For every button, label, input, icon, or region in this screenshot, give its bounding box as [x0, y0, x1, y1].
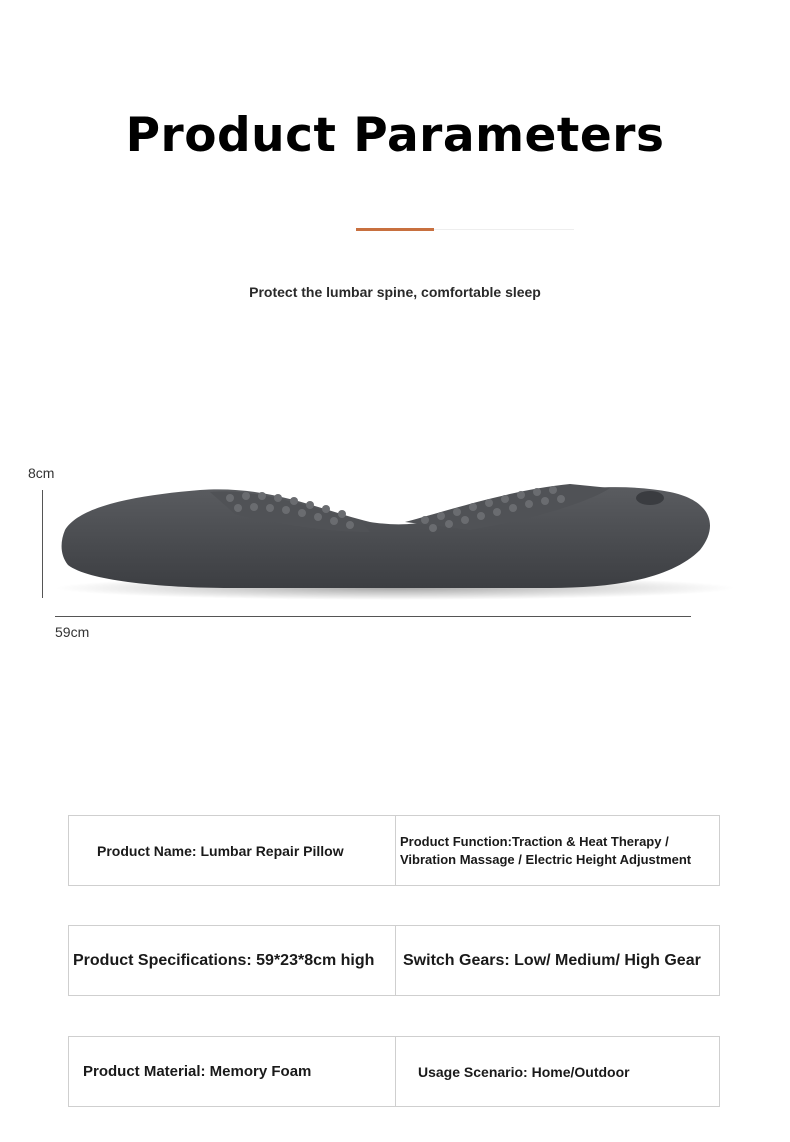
page-subtitle: Protect the lumbar spine, comfortable sleep	[249, 284, 541, 300]
page-title: Product Parameters	[125, 108, 665, 163]
product-function-line-2: Vibration Massage / Electric Height Adjustment	[400, 851, 692, 867]
product-function-line-1: Product Function:Traction & Heat Therapy /	[400, 833, 669, 849]
width-dimension-line	[55, 616, 691, 617]
width-dimension-label: 59cm	[55, 624, 90, 640]
parameter-row-1	[68, 815, 720, 886]
product-material-cell: Product Material: Memory Foam	[69, 1037, 396, 1106]
usage-scenario-cell: Usage Scenario: Home/Outdoor	[418, 1063, 630, 1080]
height-dimension-line	[42, 490, 43, 598]
title-accent-line	[356, 228, 434, 231]
lumbar-pillow-image	[50, 470, 740, 610]
parameter-row-3	[68, 1036, 720, 1107]
title-faint-line	[434, 229, 574, 230]
parameter-row-2	[68, 925, 720, 996]
product-function-cell	[396, 816, 719, 885]
product-specifications-cell: Product Specifications: 59*23*8cm high	[69, 926, 396, 995]
height-dimension-label: 8cm	[28, 465, 55, 481]
switch-gears-cell: Switch Gears: Low/ Medium/ High Gear	[403, 951, 701, 969]
product-name-cell: Product Name: Lumbar Repair Pillow	[69, 816, 396, 885]
